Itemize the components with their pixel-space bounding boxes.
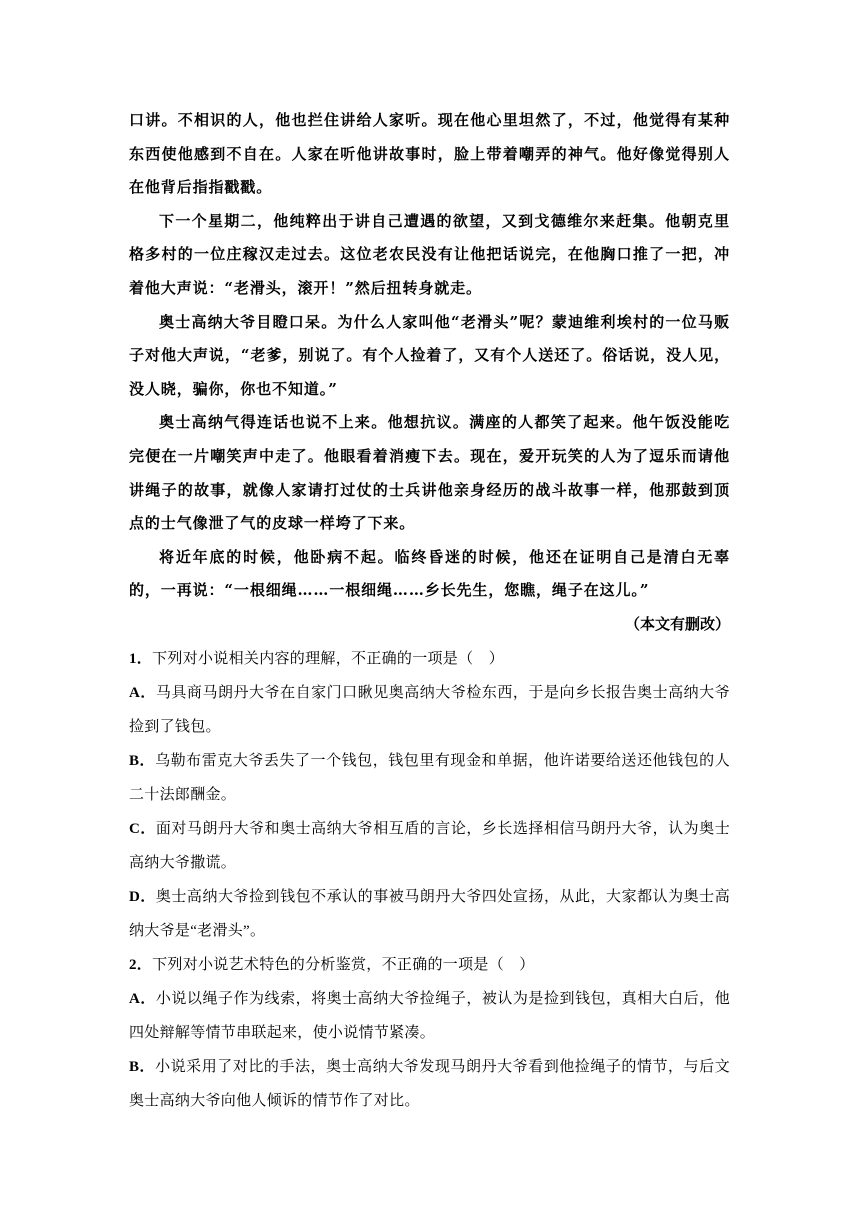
story-paragraph: 将近年底的时候，他卧病不起。临终昏迷的时候，他还在证明自己是清白无辜的，一再说：“一根细绳……一根细绳……乡长先生，您瞧，绳子在这儿。” <box>129 547 730 600</box>
question-stem <box>129 642 730 676</box>
option-label: B． <box>129 1058 156 1075</box>
option-text: 小说以绳子作为线索，将奥士高纳大爷捡绳子，被认为是捡到钱包，真相大白后，他四处辩解等情节串联起来，使小说情节紧凑。 <box>129 990 731 1041</box>
option-text: 奥士高纳大爷捡到钱包不承认的事被马朗丹大爷四处宣扬，从此，大家都认为奥士高纳大爷是“老滑头”。 <box>129 888 731 939</box>
option-c <box>129 812 730 880</box>
question-text: 下列对小说艺术特色的分析鉴赏，不正确的一项是（ ） <box>152 956 535 973</box>
question-number: 2． <box>129 956 153 973</box>
question-text: 下列对小说相关内容的理解，不正确的一项是（ ） <box>152 650 505 667</box>
option-text: 马具商马朗丹大爷在自家门口瞅见奥高纳大爷检东西，于是向乡长报告奥士高纳大爷捡到了钱包。 <box>129 684 731 735</box>
story-paragraph: 奥士高纳气得连话也说不上来。他想抗议。满座的人都笑了起来。他午饭没能吃完便在一片嘲笑声中走了。他眼看着消瘦下去。现在，爱开玩笑的人为了逗乐而请他讲绳子的故事，就像人家请打过仗的士兵讲他亲身经历的战斗故事一样，他那鼓到顶点的士气像泄了气的皮球一样垮了下来。 <box>129 413 730 533</box>
option-b <box>129 744 730 812</box>
option-label: A． <box>129 990 156 1007</box>
question-2 <box>129 948 730 1118</box>
question-1 <box>129 642 730 948</box>
story-paragraph: 奥士高纳大爷目瞪口呆。为什么人家叫他“老滑头”呢？蒙迪维利埃村的一位马贩子对他大声说，“老爹，别说了。有个人捡着了，又有个人送还了。俗话说，没人见，没人晓，骗你，你也不知道。” <box>129 312 730 398</box>
option-text: 面对马朗丹大爷和奥士高纳大爷相互盾的言论，乡长选择相信马朗丹大爷，认为奥士高纳大爷撒谎。 <box>129 820 731 871</box>
question-number: 1． <box>129 650 153 667</box>
option-label: D． <box>129 888 156 905</box>
option-label: A． <box>129 684 156 701</box>
story-excerpt <box>129 104 730 642</box>
story-paragraph: 下一个星期二，他纯粹出于讲自己遭遇的欲望，又到戈德维尔来赶集。他朝克里格多村的一位庄稼汉走过去。这位老农民没有让他把话说完，在他胸口推了一把，冲着他大声说：“老滑头，滚开！”然后扭转身就走。 <box>129 211 730 297</box>
option-label: C． <box>129 820 156 837</box>
option-a <box>129 676 730 744</box>
question-stem <box>129 948 730 982</box>
option-text: 乌勒布雷克大爷丢失了一个钱包，钱包里有现金和单据，他许诺要给送还他钱包的人二十法郎酬金。 <box>129 752 730 803</box>
option-b <box>129 1050 730 1118</box>
option-a <box>129 982 730 1050</box>
option-d <box>129 880 730 948</box>
option-label: B． <box>129 752 156 769</box>
story-paragraph: 口讲。不相识的人，他也拦住讲给人家听。现在他心里坦然了，不过，他觉得有某种东西使他感到不自在。人家在听他讲故事时，脸上带着嘲弄的神气。他好像觉得别人在他背后指指戳戳。 <box>129 111 730 197</box>
text-block <box>129 104 730 1118</box>
option-text: 小说采用了对比的手法，奥士高纳大爷发现马朗丹大爷看到他捡绳子的情节，与后文奥士高纳大爷向他人倾诉的情节作了对比。 <box>129 1058 730 1109</box>
edit-note: （本文有删改） <box>624 614 730 633</box>
